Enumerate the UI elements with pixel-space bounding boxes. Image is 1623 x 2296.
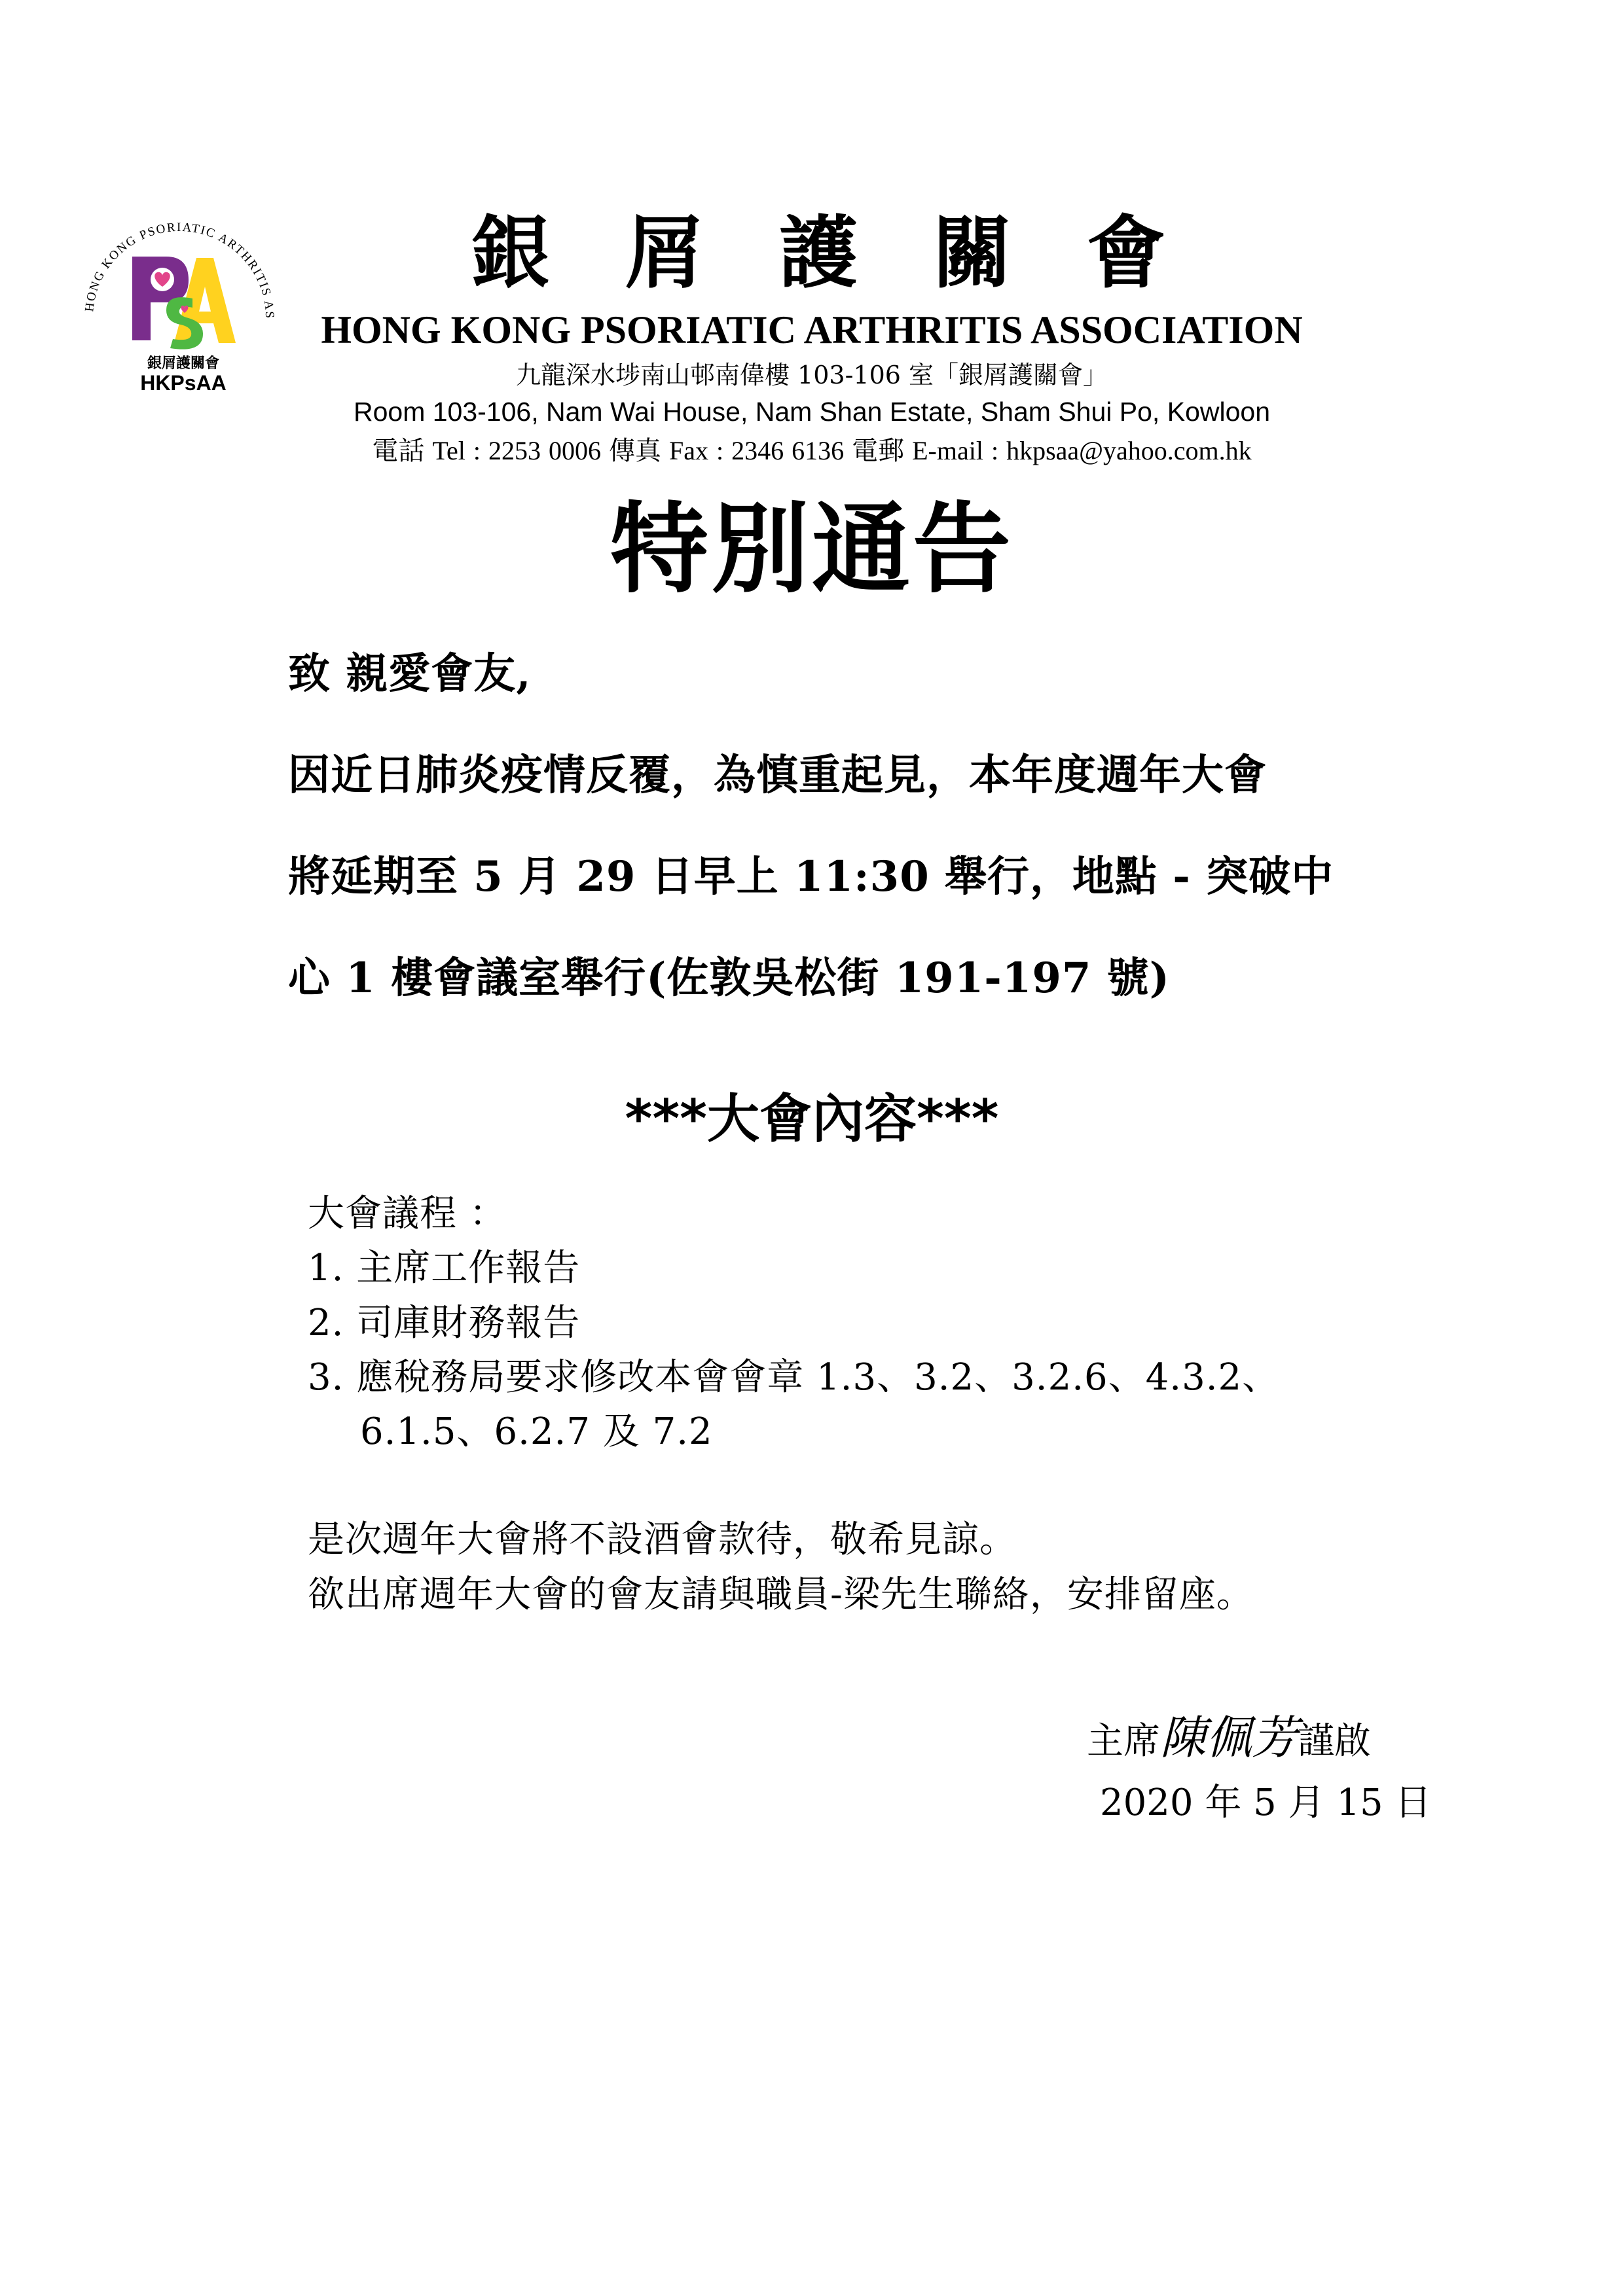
agenda-section-title: ***大會內容*** — [625, 1088, 999, 1149]
agenda-item-continuation: 6.1.5、6.2.7 及 7.2 — [360, 1410, 713, 1453]
note-line: 是次週年大會將不設酒會款待，敬希見諒。 — [308, 1518, 1017, 1561]
agenda-item: 1. 主席工作報告 — [308, 1247, 581, 1289]
note-line: 欲出席週年大會的會友請與職員-梁先生聯絡，安排留座。 — [308, 1573, 1254, 1616]
signature-line — [1087, 1712, 1371, 1768]
notice-date: 2020 年 5 月 15 日 — [1100, 1782, 1432, 1824]
agenda-heading: 大會議程 ： — [308, 1193, 507, 1235]
org-english-name: HONG KONG PSORIATIC ARTHRITIS ASSOCIATION — [321, 308, 1303, 351]
agenda-item: 3. 應稅務局要求修改本會會章 1.3、3.2、3.2.6、4.3.2、 — [308, 1356, 1280, 1399]
org-chinese-name: 銀屑護關會 — [471, 208, 1241, 299]
address-chinese: 九龍深水埗南山邨南偉樓 103-106 室「銀屑護關會」 — [515, 361, 1108, 389]
logo-ring-text: HONG KONG PSORIATIC ARTHRITIS AS — [82, 220, 277, 320]
association-logo — [68, 203, 291, 399]
logo-cn-text: 銀屑護關會 — [147, 355, 220, 372]
notice-paragraph-line: 因近日肺炎疫情反覆，為慎重起見，本年度週年大會 — [288, 751, 1267, 800]
contact-line: 電話 Tel : 2253 0006 傳真 Fax : 2346 6136 電郵 E-mail : hkpsaa@yahoo.com.hk — [372, 436, 1252, 465]
signature-name: 陳佩芳 — [1160, 1711, 1298, 1765]
greeting: 致 親愛會友, — [288, 649, 532, 698]
notice-title: 特別通告 — [610, 493, 1013, 607]
address-english: Room 103-106, Nam Wai House, Nam Shan Estate, Sham Shui Po, Kowloon — [353, 397, 1270, 427]
signature-suffix: 謹啟 — [1298, 1720, 1371, 1763]
notice-paragraph-line: 心 1 樓會議室舉行(佐敦吳松街 191-197 號) — [288, 954, 1170, 1003]
logo-abbr: HKPsAA — [140, 371, 227, 395]
signature-prefix: 主席 — [1087, 1720, 1160, 1763]
agenda-item: 2. 司庫財務報告 — [308, 1302, 581, 1344]
notice-paragraph-line: 將延期至 5 月 29 日早上 11:30 舉行，地點 - 突破中 — [288, 852, 1334, 901]
